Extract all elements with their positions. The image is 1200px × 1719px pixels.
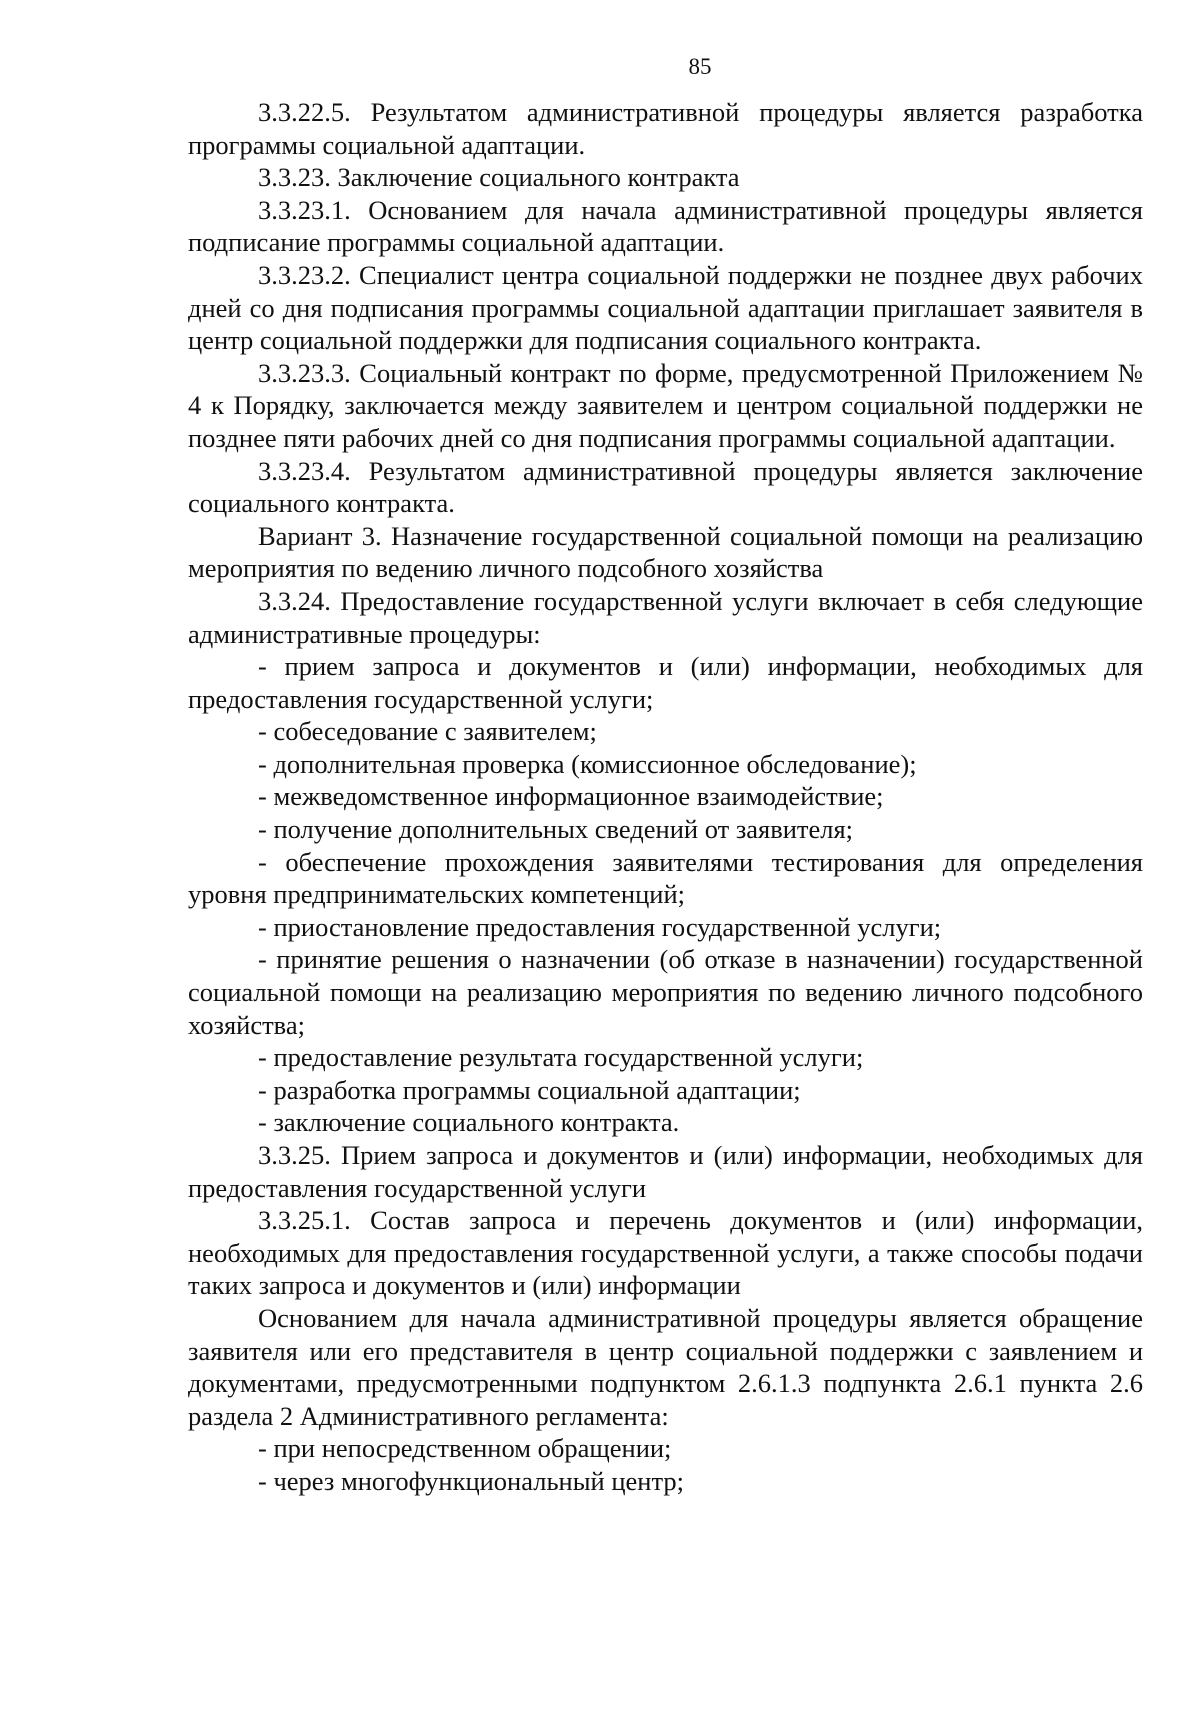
list-item: - межведомственное информационное взаимодействие; <box>258 781 884 812</box>
list-item: - через многофункциональный центр; <box>258 1465 684 1496</box>
list-item: - получение дополнительных сведений от заявителя; <box>258 814 854 845</box>
section-heading: 3.3.23. Заключение социального контракта <box>258 162 740 193</box>
list-item: - собеседование с заявителем; <box>258 716 597 747</box>
list-item: - заключение социального контракта. <box>258 1107 680 1138</box>
variant-heading: Вариант 3. Назначение государственной социальной помощи на реализацию мероприятия по ведению личного подсобного хозяйства <box>188 520 1143 584</box>
list-item: - принятие решения о назначении (об отказе в назначении) государственной социальной помощи на реализацию мероприятия по ведению личного подсобного хозяйства; <box>188 944 1143 1040</box>
document-body <box>188 96 1143 1498</box>
page-number: 85 <box>688 54 712 79</box>
paragraph: 3.3.25.1. Состав запроса и перечень документов и (или) информации, необходимых для предоставления государственной услуги, а также способы подачи таких запроса и документов и (или) информации <box>188 1205 1143 1301</box>
section-heading: 3.3.25. Прием запроса и документов и (или) информации, необходимых для предоставления государственной услуги <box>188 1140 1143 1203</box>
paragraph: 3.3.23.3. Социальный контракт по форме, предусмотренной Приложением № 4 к Порядку, заключается между заявителем и центром социальной поддержки не позднее пяти рабочих дней со дня подписания программы социальной адаптации. <box>188 357 1143 453</box>
paragraph: 3.3.23.1. Основанием для начала административной процедуры является подписание программы социальной адаптации. <box>188 194 1143 258</box>
list-item: - дополнительная проверка (комиссионное обследование); <box>258 748 917 779</box>
list-item: - приостановление предоставления государственной услуги; <box>258 911 942 942</box>
list-item: - предоставление результата государственной услуги; <box>258 1042 864 1073</box>
list-item: - прием запроса и документов и (или) информации, необходимых для предоставления государственной услуги; <box>188 651 1143 714</box>
paragraph: 3.3.23.2. Специалист центра социальной поддержки не позднее двух рабочих дней со дня подписания программы социальной адаптации приглашает заявителя в центр социальной поддержки для подписания социального контракта. <box>188 259 1143 356</box>
paragraph: 3.3.22.5. Результатом административной процедуры является разработка программы социальной адаптации. <box>188 97 1143 160</box>
paragraph: 3.3.23.4. Результатом административной процедуры является заключение социального контракта. <box>188 455 1143 519</box>
paragraph: 3.3.24. Предоставление государственной услуги включает в себя следующие административные процедуры: <box>188 585 1143 649</box>
list-item: - обеспечение прохождения заявителями тестирования для определения уровня предпринимательских компетенций; <box>188 846 1143 910</box>
list-item: - разработка программы социальной адаптации; <box>258 1074 801 1105</box>
paragraph: Основанием для начала административной процедуры является обращение заявителя или его представителя в центр социальной поддержки с заявлением и документами, предусмотренными подпунктом 2.6.1.3 подпункта 2.6.1 пункта 2.6 раздела 2 Административного регламента: <box>188 1302 1143 1431</box>
list-item: - при непосредственном обращении; <box>258 1433 672 1464</box>
